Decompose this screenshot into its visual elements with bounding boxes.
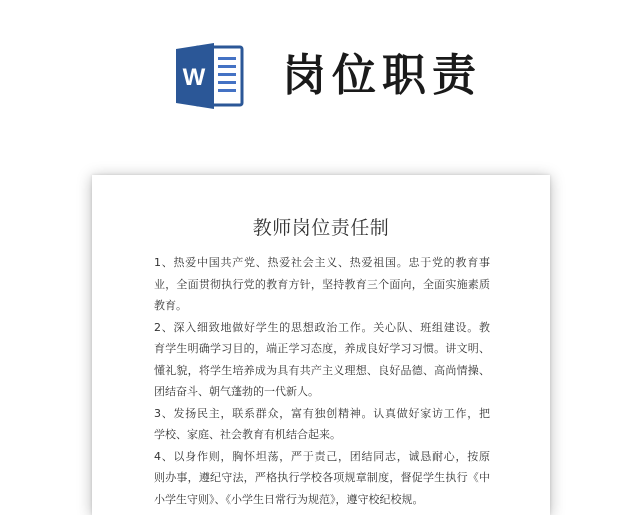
- text-line: 团结奋斗、朝气蓬勃的一代新人。: [154, 385, 319, 398]
- text-line: 学校、家庭、社会教育有机结合起来。: [154, 428, 341, 441]
- header-banner: [0, 0, 640, 150]
- logo-letter: W: [182, 64, 206, 91]
- text-line: 2、深入细致地做好学生的思想政治工作。关心队、班组建设。教: [154, 320, 490, 334]
- document-page: [92, 175, 550, 515]
- paragraph-2: [154, 317, 490, 403]
- document-title: 教师岗位责任制: [252, 217, 390, 239]
- paragraph-3: [154, 403, 490, 446]
- document-body: [154, 252, 490, 510]
- text-line: 小学生守则》、《小学生日常行为规范》，遵守校纪校规。: [154, 492, 424, 506]
- text-line: 懂礼貌，将学生培养成为具有共产主义理想、良好品德、高尚情操、: [154, 363, 490, 377]
- text-line: 1、热爱中国共产党、热爱社会主义、热爱祖国。忠于党的教育事: [154, 256, 490, 269]
- text-line: 育学生明确学习目的，端正学习态度，养成良好学习习惯。讲文明、: [154, 342, 490, 355]
- text-line: 3、发扬民主，联系群众，富有独创精神。认真做好家访工作，把: [154, 406, 490, 420]
- text-line: 4、以身作则，胸怀坦荡，严于责己，团结同志，诚恳耐心，按原: [154, 449, 490, 463]
- text-line: 教育。: [154, 299, 187, 312]
- text-line: 则办事，遵纪守法，严格执行学校各项规章制度，督促学生执行《中: [154, 471, 490, 484]
- paragraph-1: [154, 252, 490, 317]
- banner-title: 岗位职责: [282, 50, 482, 101]
- paragraph-4: [154, 446, 490, 511]
- word-document-icon: [174, 41, 246, 111]
- text-line: 业，全面贯彻执行党的教育方针，坚持教育三个面向，全面实施素质: [154, 277, 490, 291]
